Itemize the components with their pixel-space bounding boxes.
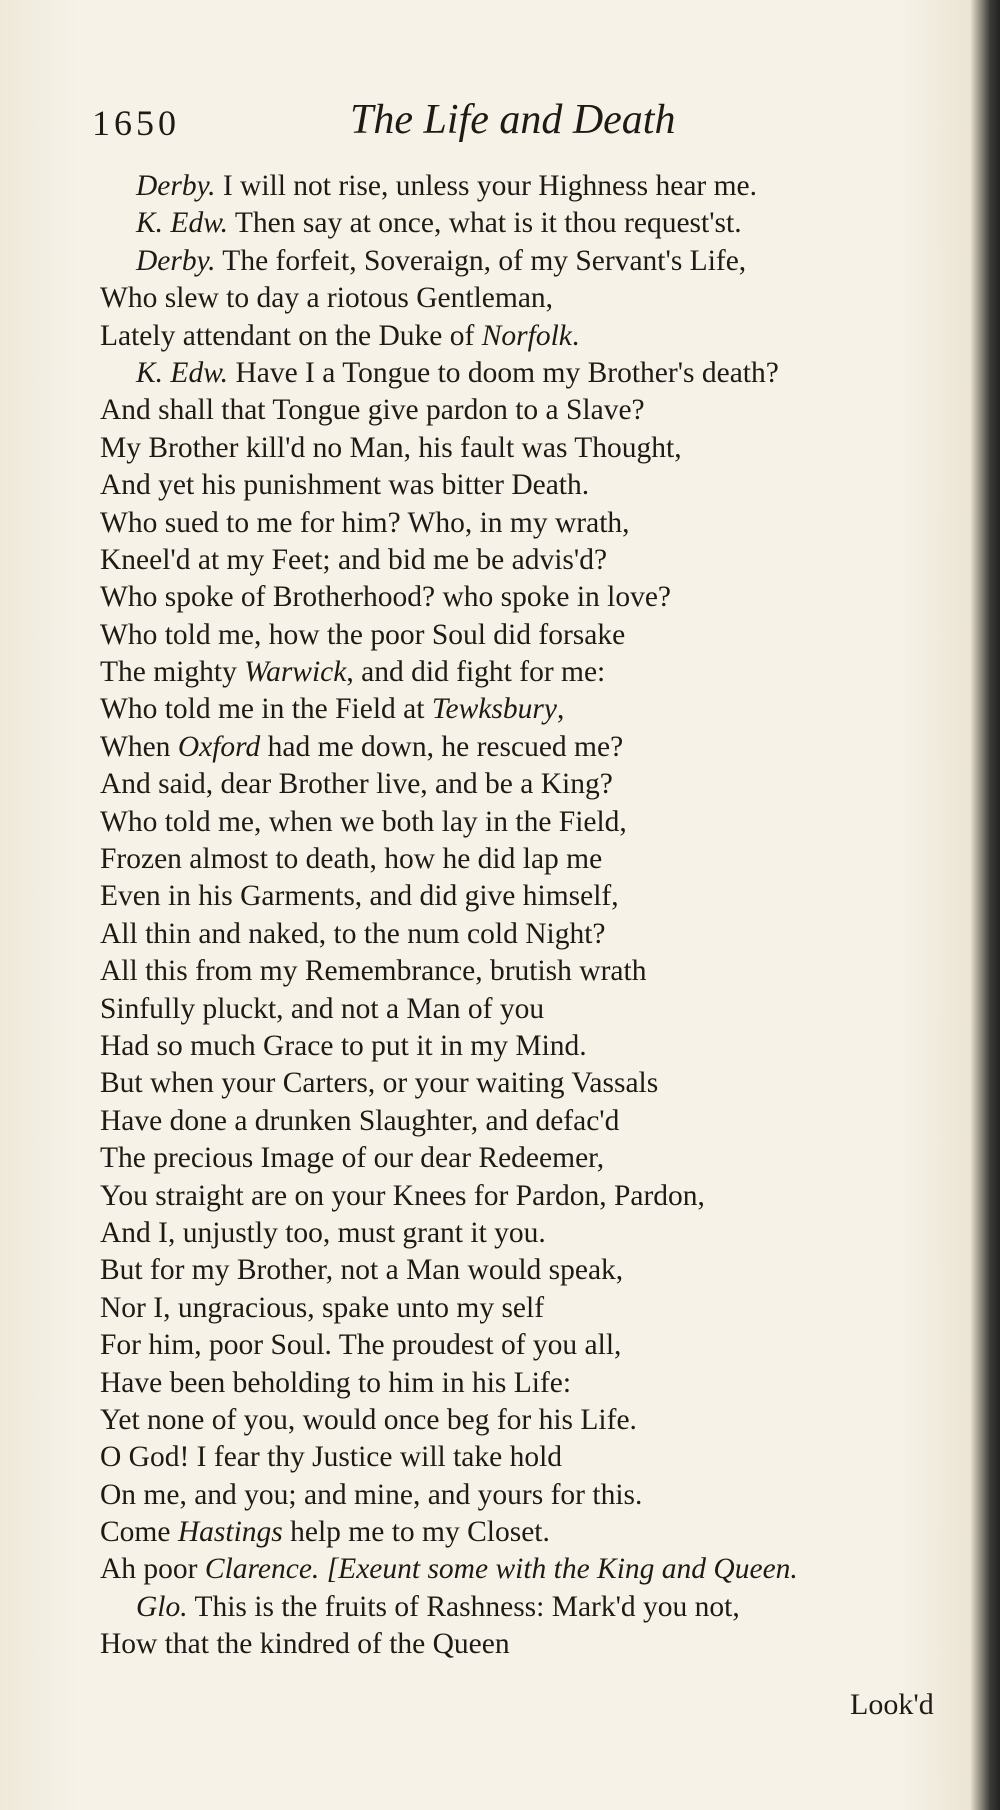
page-number: 1650 bbox=[92, 103, 180, 143]
verse-line bbox=[100, 392, 960, 429]
line-text: I will not rise, unless your Highness hear me. bbox=[215, 170, 758, 202]
verse-line bbox=[100, 1178, 960, 1215]
verse-line bbox=[100, 691, 960, 728]
line-text: But when your Carters, or your waiting Vassals bbox=[100, 1067, 659, 1100]
verse-line bbox=[100, 1065, 960, 1102]
line-text: When bbox=[100, 730, 178, 763]
verse-line bbox=[100, 1626, 960, 1663]
line-text: had me down, he rescued me? bbox=[260, 730, 624, 763]
verse-line bbox=[100, 804, 960, 841]
verse-line bbox=[100, 617, 960, 654]
verse-line bbox=[100, 1589, 960, 1626]
line-text: All this from my Remembrance, brutish wrath bbox=[100, 955, 647, 988]
verse-line bbox=[100, 355, 960, 392]
line-text: Nor I, ungracious, spake unto my self bbox=[100, 1291, 545, 1324]
line-text: And I, unjustly too, must grant it you. bbox=[100, 1216, 546, 1249]
verse-line bbox=[100, 1028, 960, 1065]
line-text: But for my Brother, not a Man would speak, bbox=[100, 1254, 624, 1287]
line-text: Who told me, how the poor Soul did forsake bbox=[100, 618, 626, 651]
italic-text: Hastings bbox=[177, 1516, 283, 1549]
line-text: Who spoke of Brotherhood? who spoke in love? bbox=[100, 581, 672, 614]
line-text: Ah poor bbox=[100, 1553, 205, 1586]
verse-line bbox=[100, 916, 960, 953]
italic-text: Warwick bbox=[244, 656, 347, 689]
line-text: The precious Image of our dear Redeemer, bbox=[100, 1142, 605, 1175]
verse-line bbox=[100, 654, 960, 691]
italic-text: K. Edw. bbox=[136, 207, 229, 240]
line-text: Have done a drunken Slaughter, and defac'd bbox=[100, 1104, 620, 1137]
verse-line bbox=[100, 1215, 960, 1252]
italic-text: Derby. bbox=[136, 170, 216, 202]
page-header bbox=[82, 92, 922, 152]
verse-line bbox=[100, 505, 960, 542]
verse-line bbox=[100, 841, 960, 878]
line-text: Lately attendant on the Duke of bbox=[100, 319, 482, 352]
verse-line bbox=[100, 280, 960, 317]
line-text: My Brother kill'd no Man, his fault was Thought, bbox=[100, 431, 682, 464]
line-text: The forfeit, Soveraign, of my Servant's Life, bbox=[215, 244, 747, 277]
verse-text bbox=[100, 168, 960, 1664]
italic-text: K. Edw. bbox=[136, 356, 229, 389]
line-text: Who told me, when we both lay in the Field, bbox=[100, 805, 627, 838]
running-head: The Life and Death bbox=[350, 97, 676, 143]
line-text: For him, poor Soul. The proudest of you all, bbox=[100, 1329, 622, 1362]
verse-line bbox=[100, 430, 960, 467]
line-text: Who told me in the Field at bbox=[100, 693, 432, 726]
verse-line bbox=[100, 729, 960, 766]
line-text: And said, dear Brother live, and be a King? bbox=[100, 768, 613, 801]
line-text: This is the fruits of Rashness: Mark'd you not, bbox=[187, 1590, 740, 1623]
line-text: O God! I fear thy Justice will take hold bbox=[100, 1441, 563, 1474]
verse-line bbox=[100, 205, 960, 242]
line-text: Then say at once, what is it thou request'st. bbox=[228, 207, 742, 240]
line-text: All thin and naked, to the num cold Night? bbox=[100, 917, 606, 950]
line-text: The mighty bbox=[100, 656, 245, 689]
verse-line bbox=[100, 542, 960, 579]
verse-line bbox=[100, 318, 960, 355]
line-text: Come bbox=[100, 1516, 178, 1549]
catchword: Look'd bbox=[850, 1688, 934, 1721]
line-text: And yet his punishment was bitter Death. bbox=[100, 469, 590, 502]
line-text: You straight are on your Knees for Pardon, Pardon, bbox=[100, 1179, 705, 1212]
italic-text: Tewksbury bbox=[431, 693, 557, 726]
line-text: And shall that Tongue give pardon to a Slave? bbox=[100, 394, 645, 427]
italic-text: Glo. bbox=[136, 1590, 188, 1623]
verse-line bbox=[100, 1365, 960, 1402]
line-text: , and did fight for me: bbox=[346, 656, 606, 689]
verse-line bbox=[100, 1252, 960, 1289]
verse-line bbox=[100, 1103, 960, 1140]
line-text: Had so much Grace to put it in my Mind. bbox=[100, 1029, 587, 1062]
line-text: Kneel'd at my Feet; and bid me be advis'd? bbox=[100, 543, 608, 576]
verse-line bbox=[100, 1290, 960, 1327]
verse-line bbox=[100, 1551, 960, 1588]
verse-line bbox=[100, 1402, 960, 1439]
verse-line bbox=[100, 1439, 960, 1476]
line-text: Even in his Garments, and did give himself, bbox=[100, 880, 619, 913]
verse-line bbox=[100, 878, 960, 915]
verse-line bbox=[100, 579, 960, 616]
line-text: Yet none of you, would once beg for his Life. bbox=[100, 1403, 637, 1436]
verse-line bbox=[100, 991, 960, 1028]
verse-line bbox=[100, 168, 960, 205]
line-text: Have I a Tongue to doom my Brother's death? bbox=[228, 356, 779, 389]
italic-text: Oxford bbox=[177, 730, 261, 763]
verse-line bbox=[100, 1514, 960, 1551]
italic-text: [Exeunt some with the King and Queen. bbox=[319, 1553, 798, 1586]
verse-line bbox=[100, 1140, 960, 1177]
line-text: Who sued to me for him? Who, in my wrath, bbox=[100, 506, 630, 539]
verse-line bbox=[100, 1477, 960, 1514]
verse-line bbox=[100, 953, 960, 990]
verse-line bbox=[100, 467, 960, 504]
line-text: How that the kindred of the Queen bbox=[100, 1628, 510, 1661]
italic-text: Derby. bbox=[136, 244, 216, 277]
italic-text: Norfolk bbox=[481, 319, 572, 352]
line-text: Frozen almost to death, how he did lap me bbox=[100, 843, 603, 876]
line-text: help me to my Closet. bbox=[282, 1516, 550, 1549]
line-text: . bbox=[571, 319, 580, 352]
line-text: On me, and you; and mine, and yours for this. bbox=[100, 1478, 643, 1511]
line-text: , bbox=[556, 693, 565, 726]
line-text: Sinfully pluckt, and not a Man of you bbox=[100, 992, 545, 1025]
verse-line bbox=[100, 766, 960, 803]
line-text: Have been beholding to him in his Life: bbox=[100, 1366, 572, 1399]
verse-line bbox=[100, 243, 960, 280]
verse-line bbox=[100, 1327, 960, 1364]
italic-text: Clarence. bbox=[204, 1553, 320, 1586]
line-text: Who slew to day a riotous Gentleman, bbox=[100, 282, 554, 315]
